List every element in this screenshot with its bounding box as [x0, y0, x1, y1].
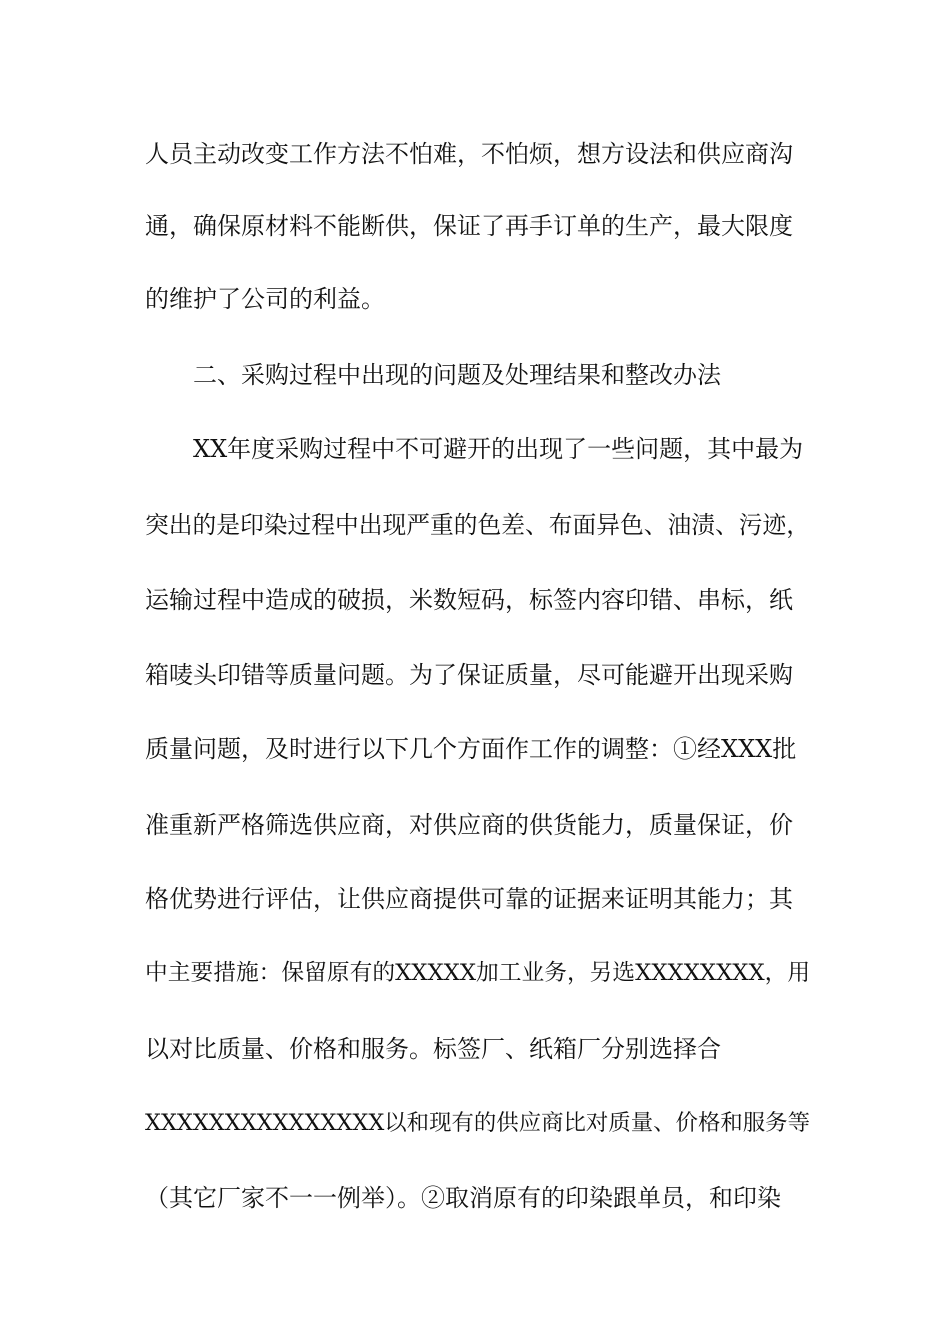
paragraph-line: 质量问题，及时进行以下几个方面作工作的调整：①经XXX批: [145, 735, 797, 763]
paragraph-line: XX年度采购过程中不可避开的出现了一些问题，其中最为: [193, 435, 804, 463]
paragraph-line: （其它厂家不一一例举）。②取消原有的印染跟单员，和印染: [145, 1184, 781, 1212]
paragraph-line: XXXXXXXXXXXXXXX以和现有的供应商比对质量、价格和服务等: [145, 1110, 810, 1136]
paragraph-line: 的维护了公司的利益。: [145, 285, 385, 313]
paragraph-line: 人员主动改变工作方法不怕难，不怕烦，想方设法和供应商沟: [145, 140, 793, 168]
paragraph-line: 格优势进行评估，让供应商提供可靠的证据来证明其能力；其: [145, 885, 793, 913]
paragraph-line: 准重新严格筛选供应商，对供应商的供货能力，质量保证，价: [145, 811, 793, 839]
paragraph-line: 通，确保原材料不能断供，保证了再手订单的生产，最大限度: [145, 212, 793, 240]
paragraph-line: 以对比质量、价格和服务。标签厂、纸箱厂分别选择合: [145, 1035, 721, 1063]
paragraph-line: 运输过程中造成的破损，米数短码，标签内容印错、串标，纸: [145, 586, 793, 614]
paragraph-line: 箱唛头印错等质量问题。为了保证质量，尽可能避开出现采购: [145, 661, 793, 689]
section-heading: 二、采购过程中出现的问题及处理结果和整改办法: [193, 361, 721, 389]
paragraph-line: 中主要措施：保留原有的XXXXX加工业务，另选XXXXXXXX，用: [145, 960, 811, 986]
paragraph-line: 突出的是印染过程中出现严重的色差、布面异色、油渍、污迹，: [145, 511, 811, 539]
